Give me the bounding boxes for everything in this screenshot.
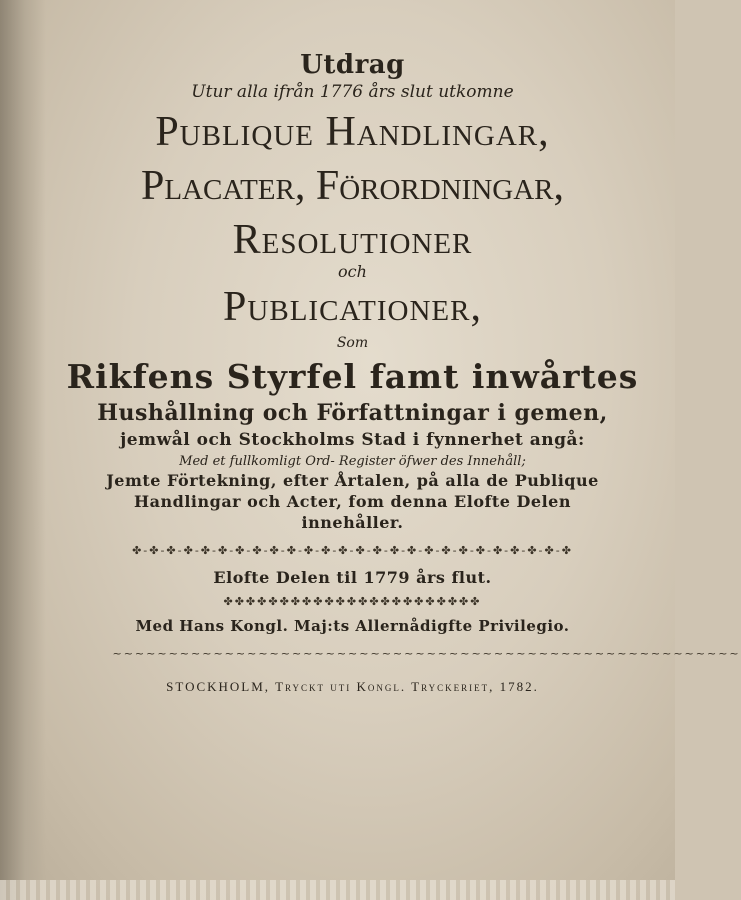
line-ord-register: Med et fullkomligt Ord- Register öfwer des Innehåll; [179,454,526,469]
line-rikfens-styrfel: Rikfens Styrfel famt inwårtes [66,357,639,396]
page-bottom-edge [0,880,675,900]
line-privilegio: Med Hans Kongl. Maj:ts Allernådigfte Privilegio. [135,617,570,635]
heading-placater: Placater, Förordningar, [140,163,564,209]
ornamental-rule-top: ✤-✤-✤-✤-✤-✤-✤-✤-✤-✤-✤-✤-✤-✤-✤-✤-✤-✤-✤-✤-✤-✤-✤-✤-✤-✤ [132,544,573,557]
line-elofte-delen: Elofte Delen til 1779 års flut. [213,568,492,587]
ornamental-rule-middle: ✤✤✤✤✤✤✤✤✤✤✤✤✤✤✤✤✤✤✤✤✤✤✤ [223,595,482,608]
conjunction-och: och [338,262,367,281]
title-line-utdrag: Utdrag [300,50,405,80]
subtitle-line: Utur alla ifrån 1776 års slut utkomne [191,82,514,102]
line-handlingar-acter: Handlingar och Acter, fom denna Elofte Delen [134,492,571,511]
line-fortekning: Jemte Förtekning, efter Årtalen, på alla de Publique [106,471,599,490]
heading-publique-handlingar: Publique Handlingar, [155,109,550,155]
heading-publicationer: Publicationer, [223,284,482,330]
line-stockholms-stad: jemwål och Stockholms Stad i fynnerhet angå: [120,430,585,450]
line-innehaller: innehåller. [301,513,404,532]
title-block [60,50,741,695]
word-som: Som [336,335,369,351]
imprint-line: STOCKHOLM, Tryckt uti Kongl. Tryckeriet, 1782. [166,679,539,694]
heading-resolutioner: Resolutioner [232,217,473,263]
line-hushallning: Hushållning och Författningar i gemen, [97,400,608,426]
ornamental-rule-bottom: ~~~~~~~~~~~~~~~~~~~~~~~~~~~~~~~~~~~~~~~~~~~~~~~~~~~~~~~~ [112,647,741,660]
binding-edge [0,0,46,900]
